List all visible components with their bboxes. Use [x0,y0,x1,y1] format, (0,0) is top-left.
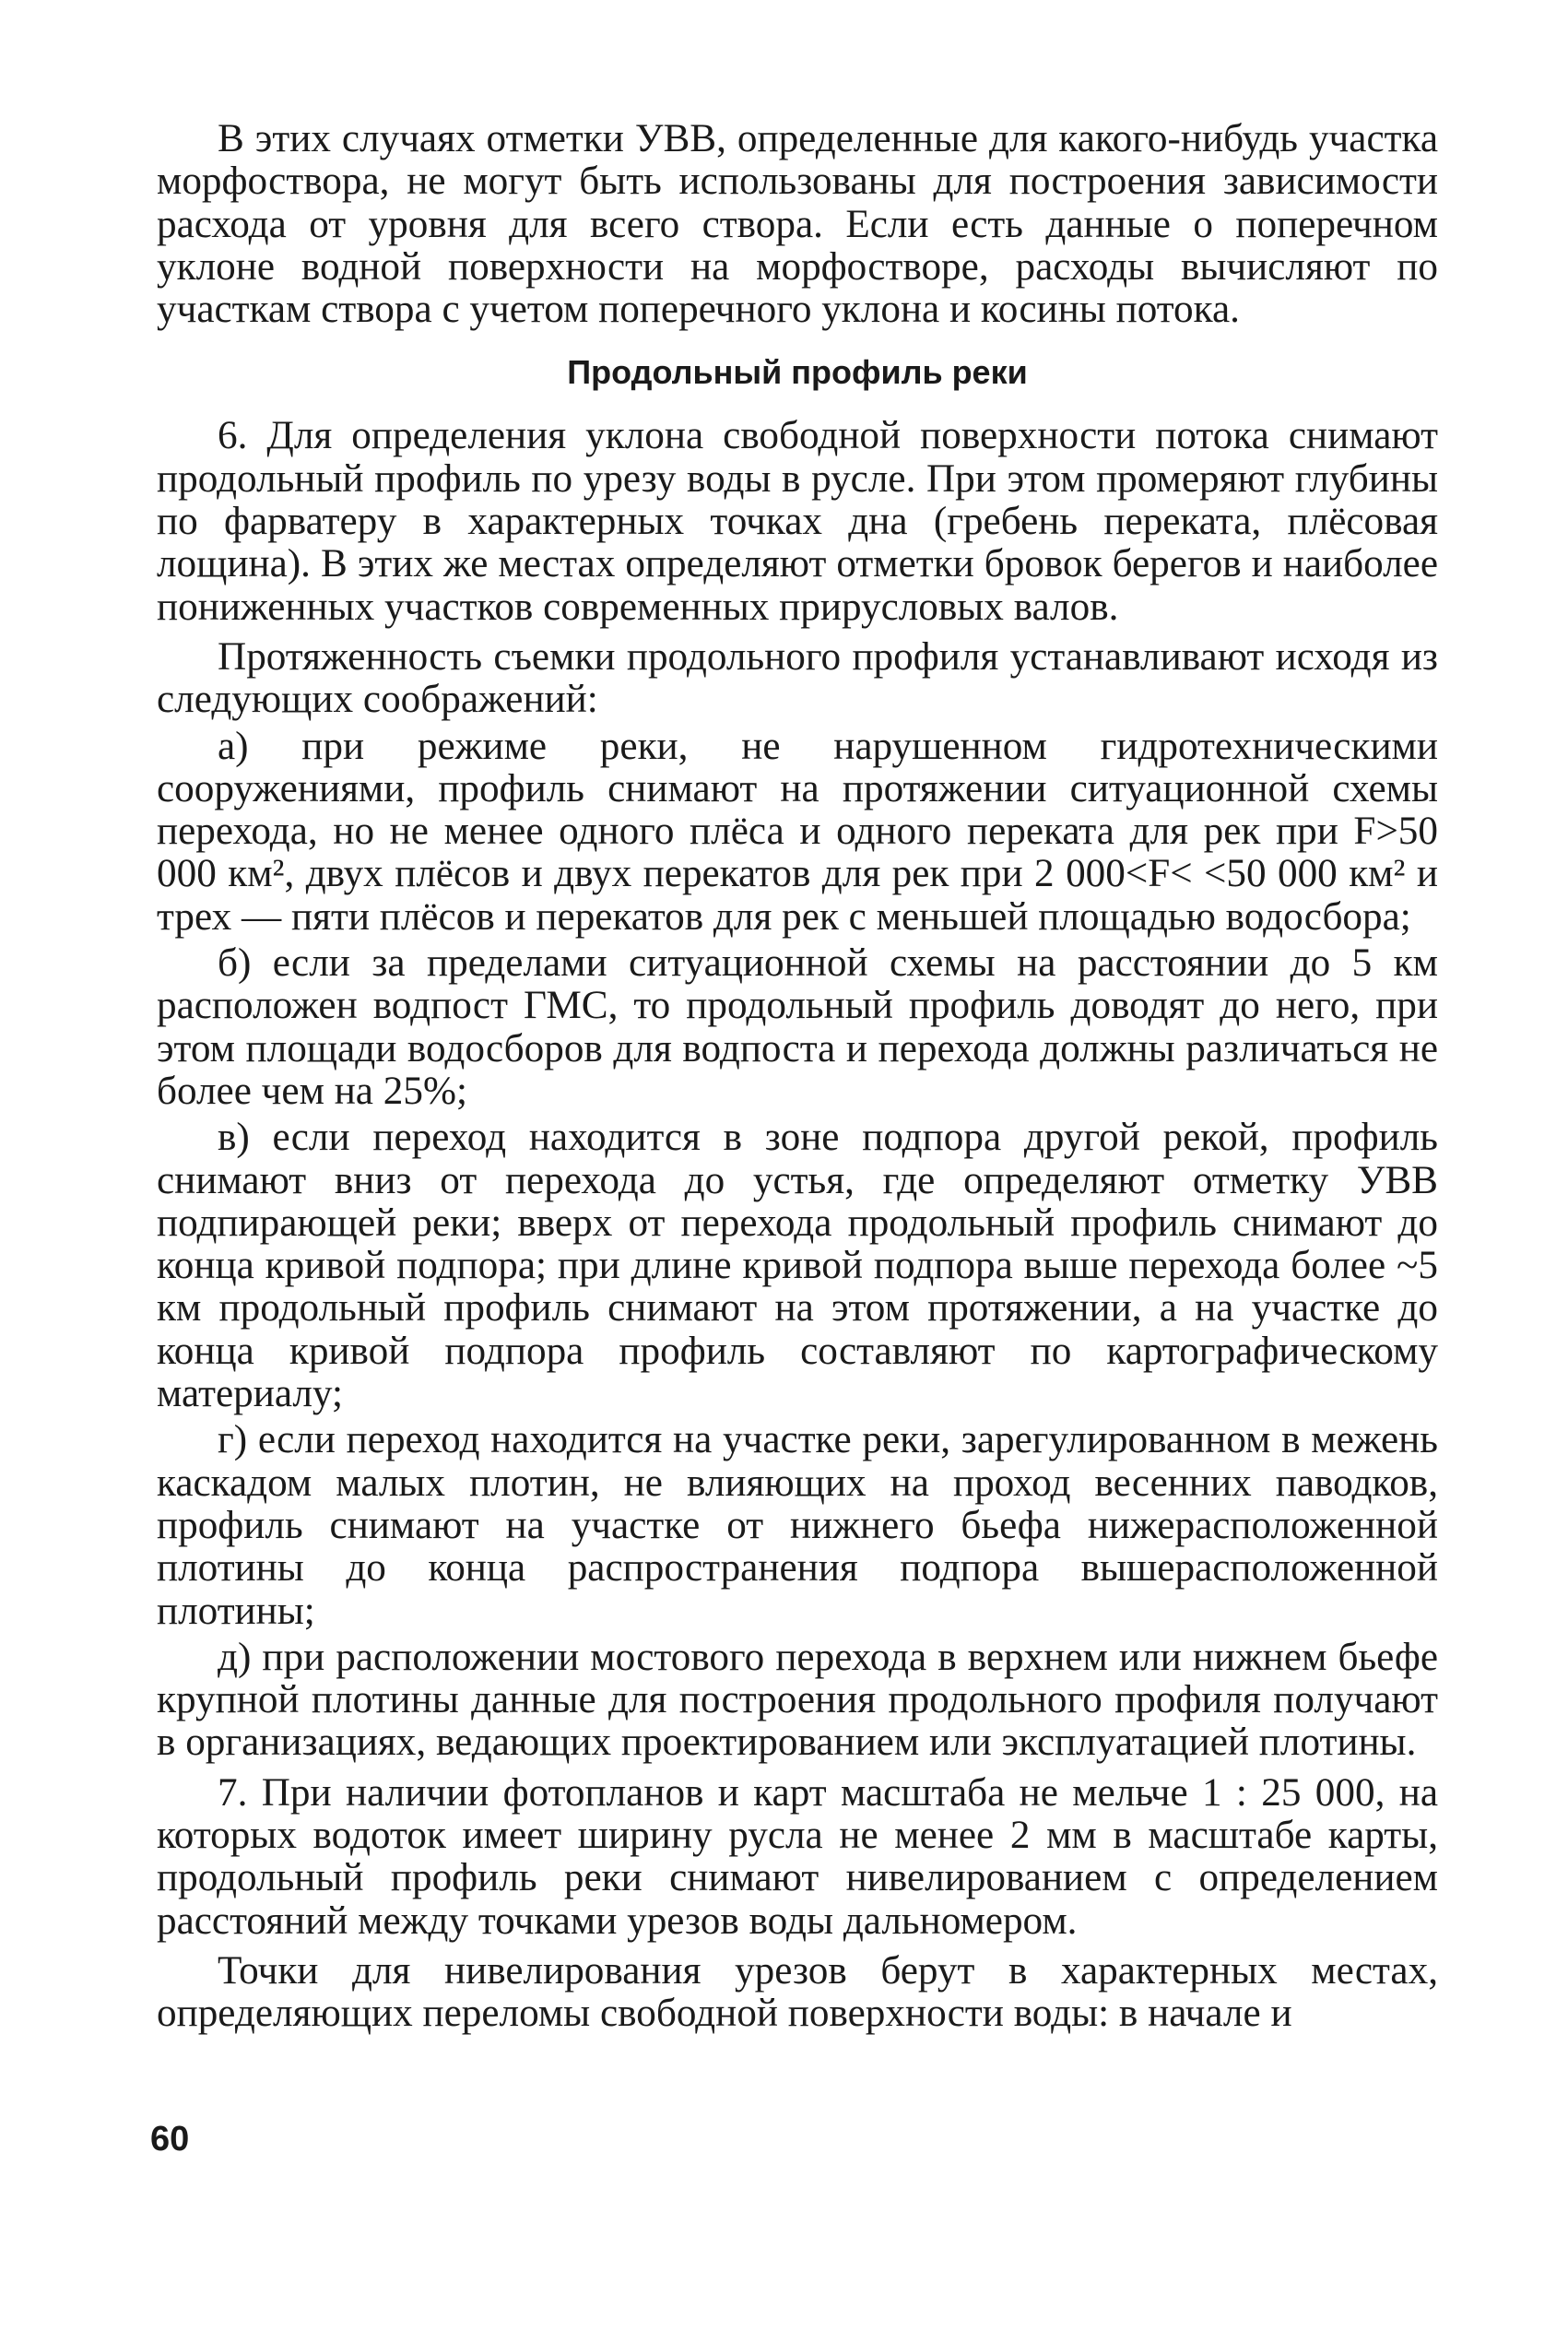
list-item-b-text: б) если за пределами ситуационной схемы на расстоянии до 5 км расположен водпост ГМС, то продольный профиль доводят до него, при этом площади водосборов для водпоста и перехода должны различаться не более чем на 25%; [157,941,1438,1113]
intro-paragraph: В этих случаях отметки УВВ, определенные для какого-нибудь участка морфоствора, не могут быть использованы для построения зависимости расхода от уровня для всего створа. Если есть данные о поперечном уклоне водной поверхности на морфостворе, расходы вычисляют по участкам створа с учетом поперечного уклона и косины потока. [157,117,1438,332]
list-item-a-text: а) при режиме реки, не нарушенном гидротехническими сооружениями, профиль снимают на протяжении ситуационной схемы перехода, но не менее одного плёса и одного переката для рек при F>50 000 км², двух плёсов и двух перекатов для рек при 2 000<F< <50 000 км² и трех — пяти плёсов и перекатов для рек с меньшей площадью водосбора; [157,724,1438,939]
paragraph-extent: Протяженность съемки продольного профиля устанавливают исходя из следующих соображений: [157,634,1438,722]
paragraph-6: 6. Для определения уклона свободной поверхности потока снимают продольный профиль по урезу воды в русле. При этом промеряют глубины по фарватеру в характерных точках дна (гребень переката, плёсовая лощина). В этих же местах определяют отметки бровок берегов и наиболее пониженных участков современных прирусловых валов. [157,414,1438,629]
list-item-d-text: д) при расположении мостового перехода в верхнем или нижнем бьефе крупной плотины данные для построения продольного профиля получают в организациях, ведающих проектированием или эксплуатацией плотины. [157,1635,1438,1765]
page-text-block [157,118,1438,2035]
list-item-b [157,942,1438,1113]
paragraph-7: 7. При наличии фотопланов и карт масштаба не мельче 1 : 25 000, на которых водоток имеет ширину русла не менее 2 мм в масштабе карты, продольный профиль реки снимают нивелированием с определением расстояний между точками урезов воды дальномером. [157,1770,1438,1943]
page-number: 60 [150,2120,190,2159]
list-item-g-text: г) если переход находится на участке реки, зарегулированном в межень каскадом малых плотин, не влияющих на проход весенних паводков, профиль снимают на участке от нижнего бьефа нижерасположенной плотины до конца распространения подпора вышерасположенной плотины; [157,1418,1438,1633]
section-heading: Продольный профиль реки [567,353,1028,392]
list-item-v [157,1117,1438,1415]
paragraph-points: Точки для нивелирования урезов берут в характерных местах, определяющих переломы свободной поверхности воды: в начале и [157,1948,1438,2036]
list-item-v-text: в) если переход находится в зоне подпора другой рекой, профиль снимают вниз от перехода до устья, где определяют отметку УВВ подпирающей реки; вверх от перехода продольный профиль снимают до конца кривой подпора; при длине кривой подпора выше перехода более ~5 км продольный профиль снимают на этом протяжении, а на участке до конца кривой подпора профиль составляют по картографическому материалу; [157,1116,1438,1416]
list-item-g [157,1419,1438,1632]
list-item-a [157,726,1438,939]
list-item-d [157,1637,1438,1765]
